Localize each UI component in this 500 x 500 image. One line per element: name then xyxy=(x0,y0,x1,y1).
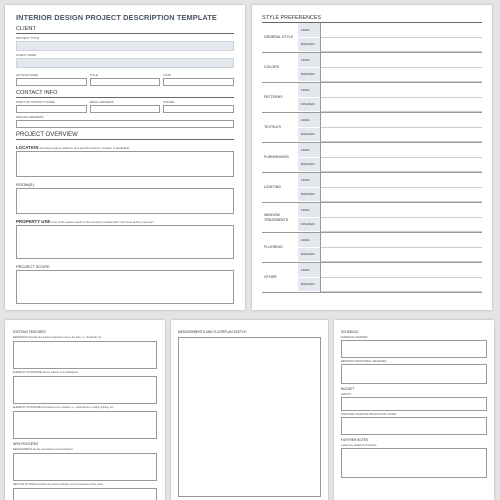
style-values xyxy=(320,53,482,82)
page-floorplan xyxy=(171,320,328,500)
dislikes-label: DISLIKES xyxy=(298,218,320,233)
style-category-label: COLORS xyxy=(264,65,280,70)
new-elements-hint: list any new features to be introduced xyxy=(32,448,73,451)
likes-dislikes-labels xyxy=(298,113,320,142)
poc-name-label: POINT OF CONTACT NAME xyxy=(16,100,55,104)
property-use-field[interactable] xyxy=(16,225,234,259)
enhance-header xyxy=(13,371,157,374)
dislikes-field[interactable] xyxy=(321,128,482,143)
likes-field[interactable] xyxy=(321,83,482,98)
poc-name-field[interactable] xyxy=(16,105,87,113)
likes-label: LIKES xyxy=(298,173,320,188)
dislikes-field[interactable] xyxy=(321,158,482,173)
client-name-field[interactable] xyxy=(16,58,234,68)
rooms-label: ROOM(S) xyxy=(16,182,34,187)
style-values xyxy=(320,143,482,172)
style-row xyxy=(262,203,482,233)
likes-label: LIKES xyxy=(298,263,320,278)
location-header xyxy=(16,145,234,150)
permanent-field[interactable] xyxy=(13,341,157,369)
likes-dislikes-labels xyxy=(298,263,320,292)
style-row xyxy=(262,263,482,293)
likes-field[interactable] xyxy=(321,173,482,188)
amount-label: AMOUNT xyxy=(341,393,352,396)
likes-label: LIKES xyxy=(298,113,320,128)
style-values xyxy=(320,203,482,232)
amount-field[interactable] xyxy=(341,397,487,411)
schedule-header: SCHEDULE xyxy=(341,330,359,334)
new-use-header xyxy=(13,483,157,486)
style-preferences-table xyxy=(262,22,482,293)
project-scope-field[interactable] xyxy=(16,270,234,304)
date-field[interactable] xyxy=(163,78,234,86)
likes-field[interactable] xyxy=(321,23,482,38)
likes-label: LIKES xyxy=(298,233,320,248)
style-row xyxy=(262,113,482,143)
new-use-field[interactable] xyxy=(13,488,157,500)
project-scope-label: PROJECT SCOPE xyxy=(16,264,50,269)
floorplan-sketch-area[interactable] xyxy=(178,337,321,497)
likes-dislikes-labels xyxy=(298,173,320,202)
dislikes-field[interactable] xyxy=(321,278,482,293)
permanent-label: PERMANENT xyxy=(13,336,28,339)
likes-dislikes-labels xyxy=(298,53,320,82)
enhance-label: ELEMENTS TO ENHANCE xyxy=(13,371,43,374)
overview-section-header: PROJECT OVERVIEW xyxy=(16,132,234,140)
phone-label: PHONE xyxy=(163,100,175,104)
likes-field[interactable] xyxy=(321,113,482,128)
location-hint: provide property address and specific floor(s) / area(s), if applicable xyxy=(39,146,130,150)
style-row xyxy=(262,83,482,113)
new-features-header: NEW FEATURES xyxy=(13,442,39,446)
likes-field[interactable] xyxy=(321,233,482,248)
further-notes-field[interactable] xyxy=(341,448,487,478)
property-use-hint: how is the space used? is the property residential? who lives at the property? xyxy=(51,220,154,224)
permanent-hint: describe any features required to stay in the area, i.e., fixed/built, etc. xyxy=(28,336,102,339)
financial-notes-field[interactable] xyxy=(341,417,487,435)
style-row xyxy=(262,173,482,203)
style-category-label: LIGHTING xyxy=(264,185,281,190)
mailing-address-label: MAILING ADDRESS xyxy=(16,115,44,119)
existing-features-header: EXISTING FEATURES xyxy=(13,330,46,334)
new-elements-label: NEW ELEMENTS xyxy=(13,448,33,451)
style-category-label: PATTERNS xyxy=(264,95,283,100)
likes-dislikes-labels xyxy=(298,143,320,172)
style-category-label: TEXTILES xyxy=(264,125,281,130)
mailing-address-field[interactable] xyxy=(16,120,234,128)
likes-field[interactable] xyxy=(321,143,482,158)
schedule-overview-field[interactable] xyxy=(341,340,487,358)
page-schedule-budget xyxy=(334,320,494,500)
dislikes-label: DISLIKES xyxy=(298,158,320,173)
phone-field[interactable] xyxy=(163,105,234,113)
floorplan-title: MEASUREMENTS AND FLOORPLAN SKETCH xyxy=(178,330,247,334)
likes-dislikes-labels xyxy=(298,233,320,262)
discard-hint: list features to be replaced, i.e., carpet fixtures, seating, lighting, etc. xyxy=(41,406,114,409)
likes-dislikes-labels xyxy=(298,23,320,52)
style-values xyxy=(320,83,482,112)
style-row xyxy=(262,143,482,173)
style-values xyxy=(320,263,482,292)
contact-section-header: CONTACT INFO xyxy=(16,90,234,98)
milestones-field[interactable] xyxy=(341,364,487,384)
author-title-label: TITLE xyxy=(89,73,98,77)
location-field[interactable] xyxy=(16,151,234,177)
style-category-label: OTHER xyxy=(264,275,277,280)
dislikes-label: DISLIKES xyxy=(298,38,320,53)
style-row xyxy=(262,233,482,263)
dislikes-field[interactable] xyxy=(321,218,482,233)
email-label: EMAIL ADDRESS xyxy=(89,100,114,104)
style-values xyxy=(320,173,482,202)
style-values xyxy=(320,113,482,142)
dislikes-field[interactable] xyxy=(321,68,482,83)
author-name-field[interactable] xyxy=(16,78,87,86)
style-row xyxy=(262,53,482,83)
likes-dislikes-labels xyxy=(298,203,320,232)
budget-header: BUDGET xyxy=(341,387,355,391)
enhance-field[interactable] xyxy=(13,376,157,404)
project-title-field[interactable] xyxy=(16,41,234,51)
new-elements-field[interactable] xyxy=(13,453,157,481)
likes-label: LIKES xyxy=(298,203,320,218)
rooms-field[interactable] xyxy=(16,188,234,214)
property-use-label: PROPERTY USE xyxy=(16,219,51,224)
dislikes-field[interactable] xyxy=(321,98,482,113)
milestones-label: IMPORTANT MILESTONES / DEADLINES xyxy=(341,360,387,363)
style-row xyxy=(262,23,482,53)
dislikes-field[interactable] xyxy=(321,248,482,263)
document-title: INTERIOR DESIGN PROJECT DESCRIPTION TEMPLATE xyxy=(16,13,217,22)
likes-label: LIKES xyxy=(298,23,320,38)
author-title-field[interactable] xyxy=(90,78,161,86)
dislikes-label: DISLIKES xyxy=(298,188,320,203)
style-category-label: FLOORING xyxy=(264,245,283,250)
style-category-label: FURNISHINGS xyxy=(264,155,289,160)
dislikes-label: DISLIKES xyxy=(298,248,320,263)
discard-field[interactable] xyxy=(13,411,157,439)
style-category-label: WINDOW TREATMENTS xyxy=(264,213,289,222)
style-preferences-title: STYLE PREFERENCES xyxy=(262,15,322,21)
dislikes-field[interactable] xyxy=(321,38,482,53)
dislikes-label: DISLIKES xyxy=(298,98,320,113)
client-name-label: CLIENT NAME xyxy=(16,53,37,57)
likes-label: LIKES xyxy=(298,83,320,98)
likes-field[interactable] xyxy=(321,53,482,68)
style-category-label: GENERAL STYLE xyxy=(264,35,294,40)
page-client-overview xyxy=(5,5,245,310)
likes-label: LIKES xyxy=(298,53,320,68)
date-label: DATE xyxy=(163,73,172,77)
author-name-label: AUTHOR NAME xyxy=(16,73,39,77)
new-elements-header xyxy=(13,448,157,451)
style-values xyxy=(320,233,482,262)
client-section-header: CLIENT xyxy=(16,26,234,34)
enhance-hint: list any features to be highlighted xyxy=(42,371,78,374)
permanent-header xyxy=(13,336,157,339)
dislikes-label: DISLIKES xyxy=(298,278,320,293)
likes-dislikes-labels xyxy=(298,83,320,112)
dislikes-label: DISLIKES xyxy=(298,68,320,83)
discard-label: ELEMENTS TO DISCARD xyxy=(13,406,42,409)
likes-label: LIKES xyxy=(298,143,320,158)
property-use-header xyxy=(16,219,234,224)
location-label: LOCATION xyxy=(16,145,39,150)
financial-notes-label: ADDITIONAL FINANCIAL PROJECTIONS / NOTES xyxy=(341,413,397,416)
style-values xyxy=(320,23,482,52)
further-notes-header: FURTHER NOTES xyxy=(341,438,369,442)
new-use-hint: describe any desired changes to the purpose/use of the space xyxy=(37,483,104,486)
dislikes-label: DISLIKES xyxy=(298,128,320,143)
page-features xyxy=(5,320,165,500)
new-use-label: NEW USE OF SPACE xyxy=(13,483,37,486)
page-style-preferences xyxy=(252,5,492,310)
likes-field[interactable] xyxy=(321,263,482,278)
further-notes-hint: include any additional information xyxy=(341,444,377,447)
project-title-label: PROJECT TITLE xyxy=(16,36,39,40)
dislikes-field[interactable] xyxy=(321,188,482,203)
discard-header xyxy=(13,406,157,409)
email-field[interactable] xyxy=(90,105,161,113)
schedule-overview-label: SCHEDULE OVERVIEW xyxy=(341,336,368,339)
likes-field[interactable] xyxy=(321,203,482,218)
